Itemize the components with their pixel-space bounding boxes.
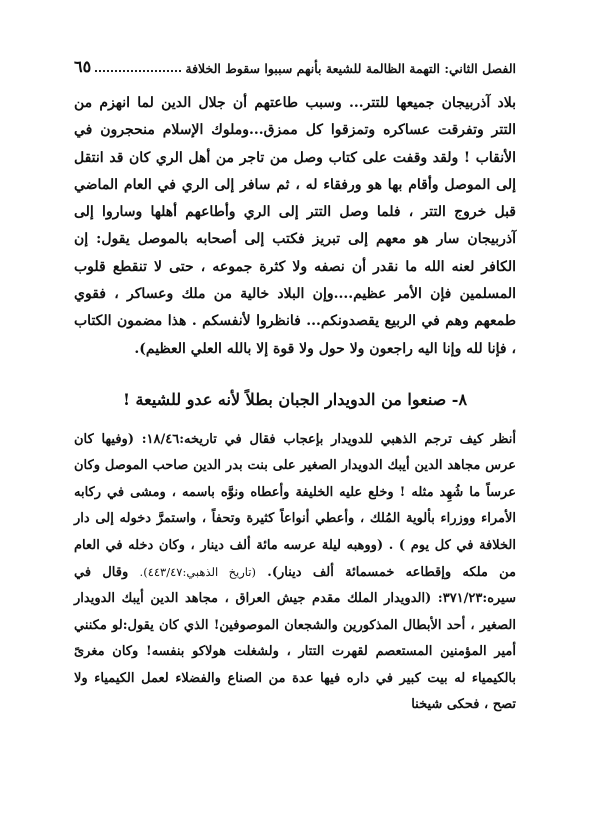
paragraph-2-part-1: أنظر كيف ترجم الذهبي للدويدار بإعجاب فقال في تاريخه:١٨/٤٦: (وفيها كان عرس مجاهد الدين أيبك الدويدار الصغير على بنت بدر الدين صاحب الموصل وكان عرساً ما شُهِد مثله ! وخلع عليه الخليفة وأعطاه ونوَّه باسمه ، ومشى في ركابه الأمراء ووزراء بألوية المُلك ، وأعطي أنواعاً كثيرة وتحفاً ، واستمرَّ دخوله إلى دار الخلافة في كل يوم ) . (ووهبه ليلة عرسه مائة ألف دينار ، وكان دخله في العام من ملكه وإقطاعه خمسمائة ألف دينار). <box>74 431 516 580</box>
citation-reference: (تاريخ الذهبي:٤٤٣/٤٧). <box>139 565 256 579</box>
running-header <box>74 56 516 76</box>
header-dotted-leader <box>95 69 181 72</box>
paragraph-2-part-2: وقال في سيره:٣٧١/٢٣: (الدويدار الملك مقدم جيش العراق ، مجاهد الدين أيبك الدويدار الصغير ، أحد الأبطال المذكورين والشجعان الموصوفين! الذي كان يقول:لو مكنني أمير المؤمنين المستعصم لقهرت التتار ، ولشغلت هولاكو بنفسه! وكان مغرىً بالكيمياء له بيت كبير في داره فيها عدة من الصناع والفضلاء لعمل الكيمياء ولا تصح ، فحكى شيخنا <box>74 565 516 713</box>
chapter-title: الفصل الثاني: التهمة الظالمة للشيعة بأنهم سببوا سقوط الخلافة <box>185 61 516 76</box>
paragraph-2 <box>74 427 516 718</box>
section-heading: ٨- صنعوا من الدويدار الجبان بطلاً لأنه عدو للشيعة ! <box>122 389 468 409</box>
book-page <box>74 56 516 718</box>
page-number: ٦٥ <box>74 57 92 76</box>
paragraph-1: بلاد آذربيجان جميعها للتتر... وسبب طاعتهم أن جلال الدين لما انهزم من التتر وتفرقت عساكره وتمزقوا كل ممزق...وملوك الإسلام منحجرون في الأنقاب ! ولقد وقفت على كتاب وصل من تاجر من أهل الري كان قد انتقل إلى الموصل وأقام بها هو ورفقاء له ، ثم سافر إلى الري في العام الماضي قبل خروج التتر ، فلما وصل التتر إلى الري وأطاعهم أهلها وساروا إلى آذربيجان سار هو معهم إلى تبريز فكتب إلى أصحابه بالموصل يقول: إن الكافر لعنه الله ما نقدر أن نصفه ولا كثرة جموعه ، حتى لا تنقطع قلوب المسلمين فإن الأمر عظيم....وإن البلاد خالية من ملك وعساكر ، فقوي طمعهم وهم في الربيع يقصدونكم... فانظروا لأنفسكم . هذا مضمون الكتاب ، فإنا لله وإنا اليه راجعون ولا حول ولا قوة إلا بالله العلي العظيم). <box>74 95 516 357</box>
